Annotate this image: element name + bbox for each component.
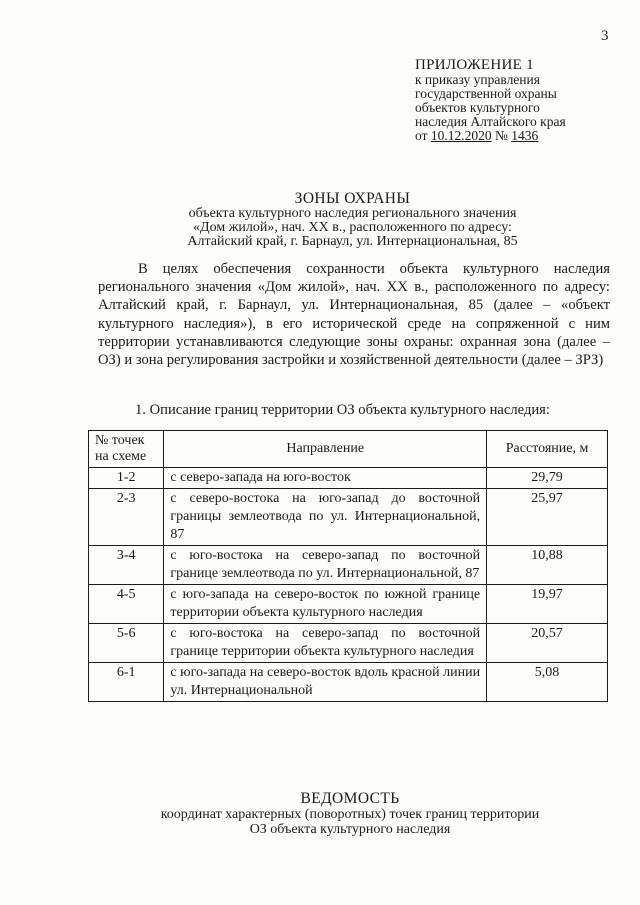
page-number: 3: [601, 28, 609, 44]
document-title: ЗОНЫ ОХРАНЫ: [294, 190, 411, 207]
cell-direction: с северо-востока на юго-запад до восточной границы землеотвода по ул. Интернациональной, 87: [164, 489, 487, 546]
appendix-line: государственной охраны: [415, 86, 557, 101]
table-row: [89, 546, 608, 585]
table-caption: 1. Описание границ территории ОЗ объекта культурного наследия:: [135, 402, 550, 418]
table-row: [89, 489, 608, 546]
appendix-line: наследия Алтайского края: [415, 114, 566, 129]
cell-distance: 19,97: [487, 585, 608, 624]
boundary-table: [88, 430, 608, 702]
header-distance: Расстояние, м: [487, 431, 608, 468]
cell-direction: с северо-запада на юго-восток: [164, 468, 487, 489]
table-row: [89, 585, 608, 624]
number-sign: №: [494, 128, 508, 143]
cell-point: 2-3: [89, 489, 164, 546]
table-header-row: [89, 431, 608, 468]
statement-title: ВЕДОМОСТЬ: [300, 790, 400, 807]
appendix-line: к приказу управления: [415, 72, 540, 87]
table-row: [89, 468, 608, 489]
cell-direction: с юго-запада на северо-восток вдоль красной линии ул. Интернациональной: [164, 663, 487, 702]
cell-distance: 20,57: [487, 624, 608, 663]
order-date: 10.12.2020: [430, 128, 492, 143]
cell-distance: 29,79: [487, 468, 608, 489]
cell-point: 1-2: [89, 468, 164, 489]
statement-block: [130, 790, 570, 837]
cell-point: 4-5: [89, 585, 164, 624]
title-line: объекта культурного наследия регионального значения: [188, 206, 517, 221]
statement-line: координат характерных (поворотных) точек границ территории: [160, 807, 540, 822]
cell-direction: с юго-востока на северо-запад по восточной границе землеотвода по ул. Интернациональной, 87: [164, 546, 487, 585]
cell-point: 5-6: [89, 624, 164, 663]
appendix-heading: ПРИЛОЖЕНИЕ 1: [415, 57, 534, 73]
appendix-block: [415, 57, 615, 143]
order-number: 1436: [511, 128, 539, 143]
appendix-date-line: [415, 129, 615, 143]
statement-line: ОЗ объекта культурного наследия: [249, 822, 451, 837]
header-direction: Направление: [164, 431, 487, 468]
title-block: [150, 190, 555, 249]
title-line: Алтайский край, г. Барнаул, ул. Интернациональная, 85: [187, 234, 518, 249]
table-row: [89, 663, 608, 702]
cell-distance: 5,08: [487, 663, 608, 702]
intro-paragraph: В целях обеспечения сохранности объекта культурного наследия регионального значения «Дом жилой», нач. XX в., расположенного по адресу: Алтайский край, г. Барнаул, ул. Интернациональная, 85 (далее – «объект культурного наследия»), в его исторической среде на сопряженной с ним территории устанавливаются следующие зоны охраны: охранная зона (далее – ОЗ) и зона регулирования застройки и хозяйственной деятельности (далее – ЗРЗ): [98, 261, 610, 369]
header-point: № точек на схеме: [89, 431, 164, 468]
title-line: «Дом жилой», нач. XX в., расположенного по адресу:: [193, 220, 512, 235]
cell-distance: 10,88: [487, 546, 608, 585]
cell-point: 3-4: [89, 546, 164, 585]
cell-direction: с юго-запада на северо-восток по южной границе территории объекта культурного наследия: [164, 585, 487, 624]
cell-direction: с юго-востока на северо-запад по восточной границе территории объекта культурного наследия: [164, 624, 487, 663]
cell-point: 6-1: [89, 663, 164, 702]
table-row: [89, 624, 608, 663]
appendix-line: объектов культурного: [415, 100, 540, 115]
date-prefix: от: [415, 128, 428, 143]
cell-distance: 25,97: [487, 489, 608, 546]
